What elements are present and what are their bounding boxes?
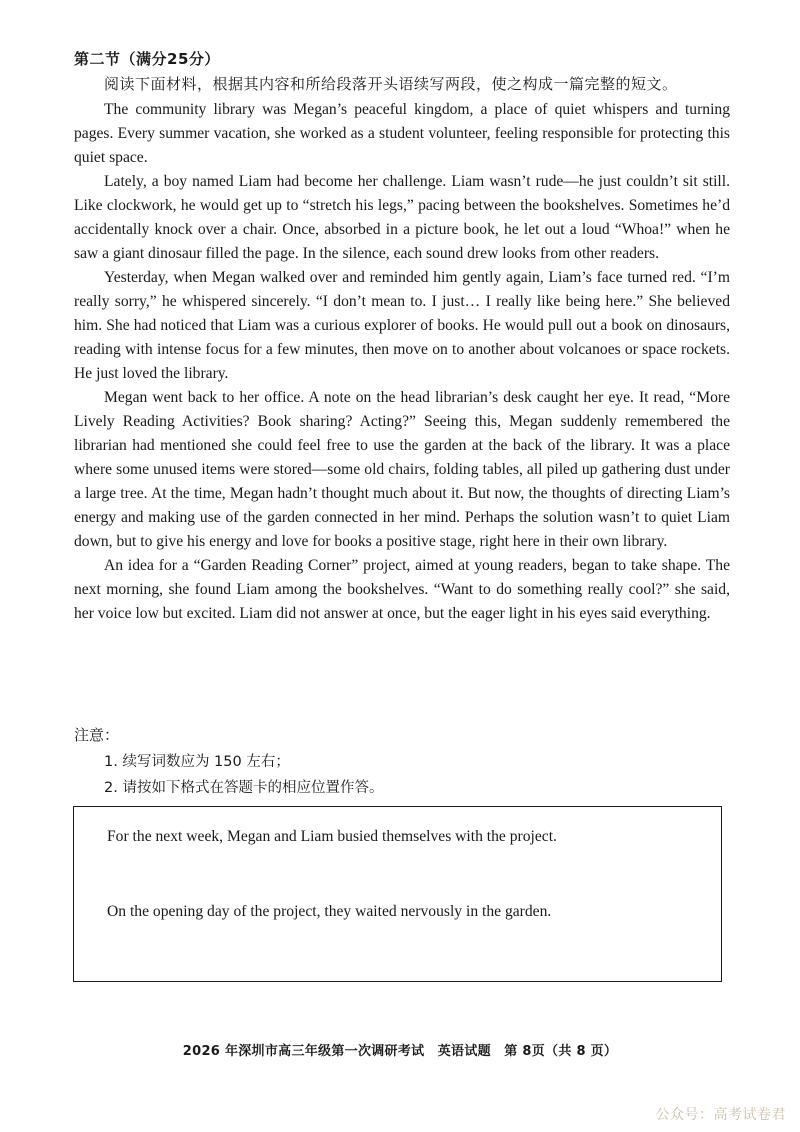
- passage-paragraph-4: Megan went back to her office. A note on the head librarian’s desk caught her eye. It read, “More Lively Reading Activities? Book sharing? Acting?” Seeing this, Megan suddenly remembered the librarian had mentioned she could feel free to use the garden at the back of the library. It was a place where some unused items were stored—some old chairs, folding tables, all piled up gathering dust under a large tree. At the time, Megan hadn’t thought much about it. But now, the thoughts of directing Liam’s energy and making use of the garden connected in her mind. Perhaps the solution wasn’t to quiet Liam down, but to give his energy and love for books a positive stage, right here in their own library.: [74, 389, 730, 550]
- notes-heading: 注意：: [74, 726, 120, 744]
- note-item-word-count: 1. 续写词数应为 150 左右；: [104, 754, 290, 770]
- paragraph-opener-1: For the next week, Megan and Liam busied themselves with the project.: [107, 828, 557, 845]
- passage-paragraph-2: Lately, a boy named Liam had become her challenge. Liam wasn’t rude—he just couldn’t sit still. Like clockwork, he would get up to “stretch his legs,” pacing between the bookshelves. Sometimes he’d accidentally knock over a chair. Once, absorbed in a picture book, he let out a loud “Whoa!” when he saw a giant dinosaur filled the page. In the silence, each sound drew looks from other readers.: [74, 173, 730, 262]
- note-item-answer-format: 2. 请按如下格式在答题卡的相应位置作答。: [104, 780, 384, 796]
- passage-paragraph-3: Yesterday, when Megan walked over and reminded him gently again, Liam’s face turned red. “I’m really sorry,” he whispered sincerely. “I don’t mean to. I just… I really like being here.” She believed him. She had noticed that Liam was a curious explorer of books. He would pull out a book on dinosaurs, reading with intense focus for a few minutes, then move on to another about volcanoes or space rockets. He just loved the library.: [74, 269, 730, 382]
- reading-passage: [74, 98, 730, 626]
- paragraph-opener-2: On the opening day of the project, they waited nervously in the garden.: [107, 903, 552, 920]
- task-instruction: 阅读下面材料，根据其内容和所给段落开头语续写两段，使之构成一篇完整的短文。: [104, 75, 678, 93]
- passage-paragraph-5: An idea for a “Garden Reading Corner” project, aimed at young readers, began to take shape. The next morning, she found Liam among the bookshelves. “Want to do something really cool?” she said, her voice low but excited. Liam did not answer at once, but the eager light in his eyes said everything.: [74, 557, 730, 622]
- passage-paragraph-1: The community library was Megan’s peaceful kingdom, a place of quiet whispers and turning pages. Every summer vacation, she worked as a student volunteer, feeling responsible for protecting this quiet space.: [74, 101, 730, 166]
- answer-format-box: [73, 806, 722, 982]
- notes-list: [104, 749, 383, 801]
- watermark: 公众号：高考试卷君: [655, 1107, 786, 1123]
- section-heading: 第二节（满分25分）: [74, 50, 220, 68]
- page-footer: 2026 年深圳市高三年级第一次调研考试 英语试题 第 8页（共 8 页）: [182, 1044, 618, 1059]
